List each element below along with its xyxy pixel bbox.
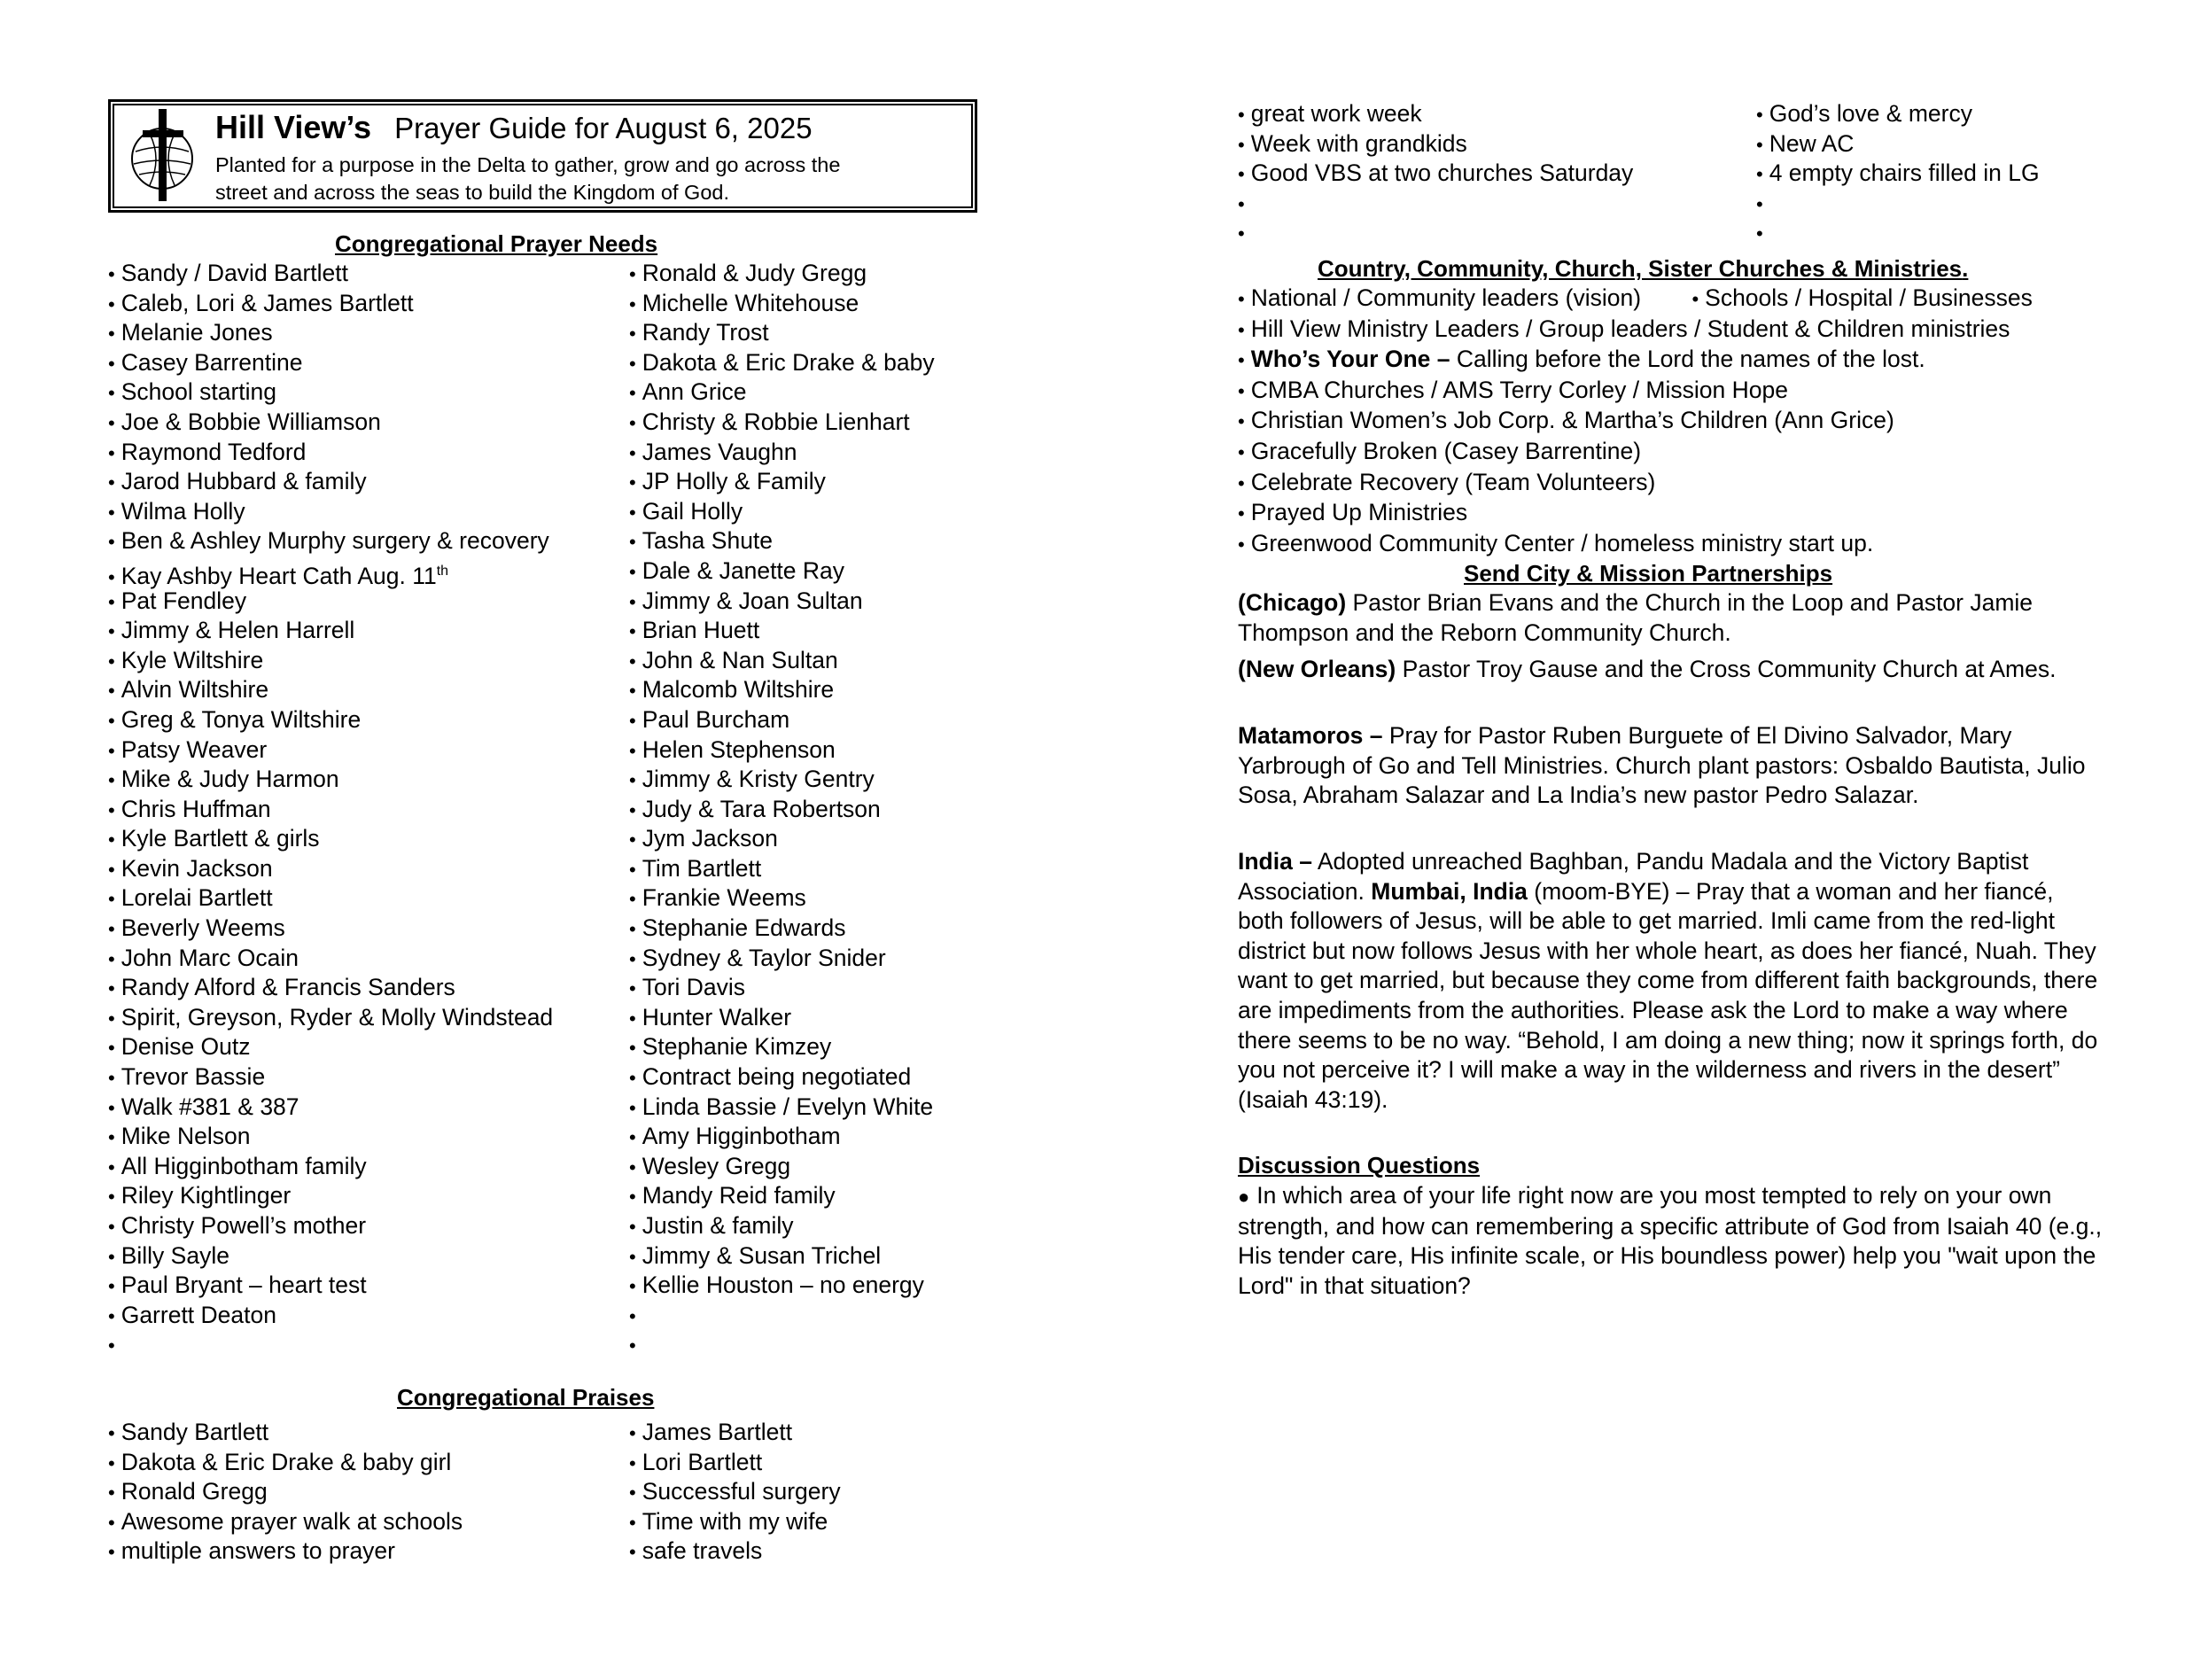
list-item: • Christy Powell’s mother <box>108 1211 553 1241</box>
list-item: • Brian Huett <box>629 616 935 646</box>
list-item: • Week with grandkids <box>1238 129 1633 159</box>
prayer-needs-title: Congregational Prayer Needs <box>335 230 658 257</box>
list-item: • Wesley Gregg <box>629 1152 935 1182</box>
chicago-label: (Chicago) <box>1238 589 1347 616</box>
india-label: India – <box>1238 848 1312 875</box>
list-item: • New AC <box>1756 129 2040 159</box>
india-paragraph <box>1238 847 2104 1115</box>
list-item: • Tori Davis <box>629 973 935 1003</box>
list-item: • Kay Ashby Heart Cath Aug. 11th <box>108 556 553 587</box>
list-item: • Tim Bartlett <box>629 854 935 884</box>
send-city-title: Send City & Mission Partnerships <box>1464 560 1833 587</box>
list-item: • Jym Jackson <box>629 824 935 854</box>
list-item: • Frankie Weems <box>629 883 935 914</box>
list-item-text: • National / Community leaders (vision) <box>1238 284 1641 311</box>
chicago-paragraph <box>1238 588 2104 648</box>
list-item: • Christian Women’s Job Corp. & Martha’s Children (Ann Grice) <box>1238 406 2104 437</box>
list-item: • Trevor Bassie <box>108 1062 553 1093</box>
list-item: • Patsy Weaver <box>108 735 553 766</box>
country-title-period: . <box>1962 255 1969 282</box>
mission-line: Planted for a purpose in the Delta to gather, grow and go across the <box>215 153 841 176</box>
list-item: • Jimmy & Susan Trichel <box>629 1241 935 1272</box>
list-item: • Chris Huffman <box>108 795 553 825</box>
praises-title: Congregational Praises <box>397 1384 655 1411</box>
list-item: • Melanie Jones <box>108 318 553 348</box>
list-item: • Lori Bartlett <box>629 1448 841 1478</box>
discussion-title: Discussion Questions <box>1238 1152 1481 1178</box>
mission-line: street and across the seas to build the Kingdom of God. <box>215 181 730 204</box>
praises-column-4 <box>1756 99 2040 248</box>
list-item: • multiple answers to prayer <box>108 1536 463 1567</box>
list-item: • Tasha Shute <box>629 526 935 556</box>
list-item: • Malcomb Wiltshire <box>629 675 935 705</box>
list-item: • Jarod Hubbard & family <box>108 467 553 497</box>
list-item: • Mike & Judy Harmon <box>108 765 553 795</box>
list-item: • Kyle Bartlett & girls <box>108 824 553 854</box>
mission-statement <box>215 152 942 206</box>
list-item: • Riley Kightlinger <box>108 1181 553 1211</box>
new-orleans-paragraph <box>1238 655 2104 685</box>
india-text: Adopted unreached Baghban, Pandu Madala and the Victory Baptist Association. <box>1238 848 2029 905</box>
country-title <box>1318 255 1968 283</box>
list-item: • Caleb, Lori & James Bartlett <box>108 289 553 319</box>
list-item: • Kyle Wiltshire <box>108 646 553 676</box>
list-item: • Denise Outz <box>108 1032 553 1062</box>
header-box <box>108 99 977 213</box>
matamoros-text: Pray for Pastor Ruben Burguete of El Divino Salvador, Mary Yarbrough of Go and Tell Ministries. Church plant pastors: Osbaldo Bautista, Julio Sosa, Abraham Salazar and La India’s new pastor Pedro Salazar. <box>1238 722 2086 809</box>
list-item: • James Vaughn <box>629 438 935 468</box>
list-item: • Ronald & Judy Gregg <box>629 259 935 289</box>
list-item: • James Bartlett <box>629 1418 841 1448</box>
list-item: • Mike Nelson <box>108 1122 553 1152</box>
list-item: • Stephanie Edwards <box>629 914 935 944</box>
list-item: • Sydney & Taylor Snider <box>629 944 935 974</box>
chicago-text: Pastor Brian Evans and the Church in the Loop and Pastor Jamie Thompson and the Reborn Community Church. <box>1238 589 2034 646</box>
list-item: • Stephanie Kimzey <box>629 1032 935 1062</box>
prayer-needs-column-2 <box>629 259 935 1360</box>
list-item: • Lorelai Bartlett <box>108 883 553 914</box>
list-item <box>629 1330 935 1360</box>
list-item: • Gracefully Broken (Casey Barrentine) <box>1238 437 2104 468</box>
country-items <box>1238 376 2104 560</box>
list-item: • Randy Alford & Francis Sanders <box>108 973 553 1003</box>
list-item: • God’s love & mercy <box>1756 99 2040 129</box>
list-item: • Gail Holly <box>629 497 935 527</box>
praises-column-3 <box>1238 99 1633 248</box>
list-item: • Contract being negotiated <box>629 1062 935 1093</box>
list-item: • Good VBS at two churches Saturday <box>1238 159 1633 189</box>
list-item: • All Higginbotham family <box>108 1152 553 1182</box>
list-item: • Jimmy & Joan Sultan <box>629 587 935 617</box>
mumbai-label: Mumbai, India <box>1371 877 1528 905</box>
list-item: • Pat Fendley <box>108 587 553 617</box>
list-item-text: • Schools / Hospital / Businesses <box>1691 284 2032 311</box>
guide-title: Prayer Guide for August 6, 2025 <box>394 112 813 144</box>
list-item: • Greg & Tonya Wiltshire <box>108 705 553 735</box>
list-item <box>1756 218 2040 248</box>
list-item: • Time with my wife <box>629 1507 841 1537</box>
discussion-question-text: In which area of your life right now are you most tempted to rely on your own strength, and how can remembering a specific attribute of God from Isaiah 40 (e.g., His tender care, His infinite scale, or His boundless power) help you "wait upon the Lord" in that situation? <box>1238 1182 2103 1299</box>
list-item: • Beverly Weems <box>108 914 553 944</box>
list-item <box>1238 218 1633 248</box>
list-item: • great work week <box>1238 99 1633 129</box>
list-item <box>1238 189 1633 219</box>
praises-column-2 <box>629 1418 841 1567</box>
new-orleans-label: (New Orleans) <box>1238 656 1396 682</box>
list-item: • Alvin Wiltshire <box>108 675 553 705</box>
list-item: • Ronald Gregg <box>108 1477 463 1507</box>
list-item: • safe travels <box>629 1536 841 1567</box>
list-item: • Dakota & Eric Drake & baby <box>629 348 935 378</box>
list-item: • Michelle Whitehouse <box>629 289 935 319</box>
discussion-question <box>1238 1181 2104 1301</box>
list-item: • Celebrate Recovery (Team Volunteers) <box>1238 468 2104 499</box>
list-item: • Garrett Deaton <box>108 1301 553 1331</box>
country-list <box>1238 284 2104 559</box>
list-item: • Successful surgery <box>629 1477 841 1507</box>
list-item-bold: Who’s Your One – <box>1250 346 1450 373</box>
list-item: • Sandy / David Bartlett <box>108 259 553 289</box>
list-item <box>1238 284 2104 315</box>
list-item: • Mandy Reid family <box>629 1181 935 1211</box>
list-item: • 4 empty chairs filled in LG <box>1756 159 2040 189</box>
list-item <box>629 1301 935 1331</box>
prayer-needs-column-1 <box>108 259 553 1360</box>
list-item: • Jimmy & Helen Harrell <box>108 616 553 646</box>
country-title-text: Country, Community, Church, Sister Churches & Ministries <box>1318 255 1963 282</box>
church-name: Hill View’s <box>215 109 372 145</box>
ordinal-suffix: th <box>436 563 449 579</box>
india-text-continued: (moom-BYE) – Pray that a woman and her fiancé, both followers of Jesus, will be able to get married. Imli came from the red-light district but now follows Jesus with her whole heart, as does her fiancé, Nuah. They want to get married, but because they come from different faith backgrounds, there are impediments from the authorities. Please ask the Lord to make a way where there seems to be no way. “Behold, I am doing a new thing; now it springs forth, do you not perceive it? I will make a way in the wilderness and rivers in the desert” (Isaiah 43:19). <box>1238 877 2098 1113</box>
list-item <box>1756 189 2040 219</box>
list-item: • Kevin Jackson <box>108 854 553 884</box>
praises-column-1 <box>108 1418 463 1567</box>
list-item: • Kellie Houston – no energy <box>629 1271 935 1301</box>
list-item: • Judy & Tara Robertson <box>629 795 935 825</box>
list-item: • School starting <box>108 377 553 408</box>
list-item: • John & Nan Sultan <box>629 646 935 676</box>
list-item: • Billy Sayle <box>108 1241 553 1272</box>
list-item: • Linda Bassie / Evelyn White <box>629 1093 935 1123</box>
list-item: • Wilma Holly <box>108 497 553 527</box>
list-item: • Casey Barrentine <box>108 348 553 378</box>
list-item: • Ben & Ashley Murphy surgery & recovery <box>108 526 553 556</box>
list-item: • Justin & family <box>629 1211 935 1241</box>
church-logo-icon <box>118 107 206 203</box>
list-item: • Raymond Tedford <box>108 438 553 468</box>
list-item: • JP Holly & Family <box>629 467 935 497</box>
list-item: • Ann Grice <box>629 377 935 408</box>
list-item: • Paul Bryant – heart test <box>108 1271 553 1301</box>
matamoros-label: Matamoros – <box>1238 722 1383 749</box>
list-item: • Paul Burcham <box>629 705 935 735</box>
list-item <box>1238 345 2104 376</box>
list-item: • Prayed Up Ministries <box>1238 498 2104 529</box>
list-item: • Helen Stephenson <box>629 735 935 766</box>
list-item: • Hunter Walker <box>629 1003 935 1033</box>
list-item: • Joe & Bobbie Williamson <box>108 408 553 438</box>
list-item: • Christy & Robbie Lienhart <box>629 408 935 438</box>
list-item: • Randy Trost <box>629 318 935 348</box>
list-item: • Jimmy & Kristy Gentry <box>629 765 935 795</box>
list-item: • Dale & Janette Ray <box>629 556 935 587</box>
list-item-text: Calling before the Lord the names of the lost. <box>1450 346 1925 373</box>
list-item: • Spirit, Greyson, Ryder & Molly Windstead <box>108 1003 553 1033</box>
list-item: • Awesome prayer walk at schools <box>108 1507 463 1537</box>
list-item: • Sandy Bartlett <box>108 1418 463 1448</box>
list-item: • John Marc Ocain <box>108 944 553 974</box>
list-item: • CMBA Churches / AMS Terry Corley / Mission Hope <box>1238 376 2104 407</box>
list-item: • Dakota & Eric Drake & baby girl <box>108 1448 463 1478</box>
list-item: • Hill View Ministry Leaders / Group leaders / Student & Children ministries <box>1238 315 2104 346</box>
bullet-icon: ● <box>1238 1186 1250 1208</box>
list-item: • Amy Higginbotham <box>629 1122 935 1152</box>
new-orleans-text: Pastor Troy Gause and the Cross Community Church at Ames. <box>1396 656 2057 682</box>
header-title <box>215 109 813 146</box>
matamoros-paragraph <box>1238 721 2104 811</box>
list-item: • Greenwood Community Center / homeless ministry start up. <box>1238 529 2104 560</box>
list-item <box>108 1330 553 1360</box>
list-item: • Walk #381 & 387 <box>108 1093 553 1123</box>
